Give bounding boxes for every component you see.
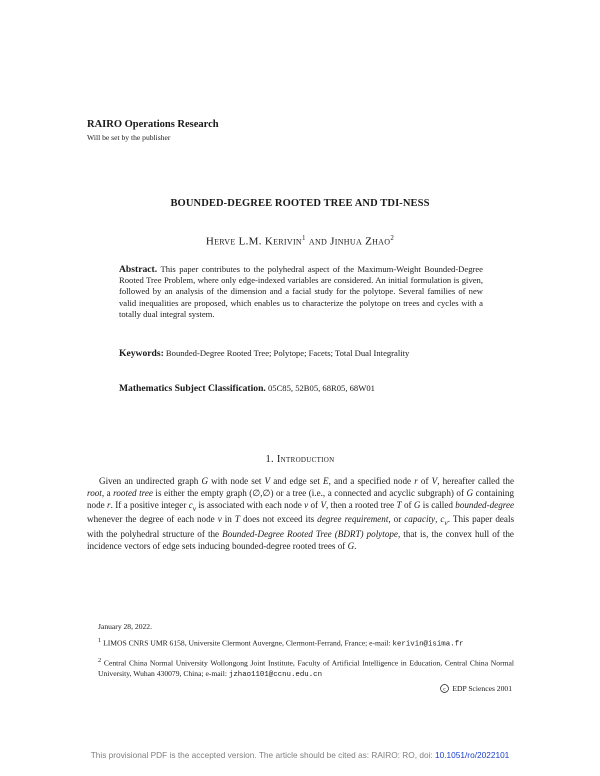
intro-text: with node set: [208, 476, 265, 486]
intro-text: in: [221, 514, 235, 525]
math-var: V: [264, 476, 271, 486]
term-bdrt-polytope: Bounded-Degree Rooted Tree (BDRT) polytope: [222, 528, 398, 539]
intro-paragraph: [87, 476, 514, 552]
math-subscript: v: [444, 518, 448, 528]
math-var: T: [396, 499, 402, 510]
term-degree-requirement: degree requirement: [317, 514, 389, 525]
intro-text: , or: [388, 514, 405, 525]
term-capacity: capacity: [404, 514, 436, 525]
intro-text: , hereafter called the: [437, 476, 515, 486]
math-var: r: [107, 499, 111, 510]
intro-text: is associated with each node: [196, 499, 305, 510]
math-var: c: [440, 514, 445, 525]
term-root: root: [87, 487, 102, 498]
math-var: G: [201, 476, 209, 486]
journal-title: RAIRO Operations Research: [87, 119, 219, 130]
author-connector: and: [308, 235, 328, 248]
math-var: c: [188, 499, 193, 510]
math-var: G: [413, 499, 421, 510]
copyright-icon: [440, 684, 449, 693]
intro-text: containing node: [87, 487, 514, 510]
footnote-1-text: LIMOS CNRS UMR 6158, Universite Clermont Auvergne, Clermont-Ferrand, France; e-mail:: [103, 638, 393, 648]
abstract-text: This paper contributes to the polyhedral aspect of the Maximum-Weight Bounded-Degree Rooted Tree Problem, where only edge-indexed variables are considered. An initial formulation is given, followed by an analysis of the dimension and a facial study for the polytope. Several families of new valid inequalities are proposed, which enables us to characterize the polytope on trees and cycles with a totally dual integral system.: [119, 264, 483, 319]
author-2: Jinhua Zhao: [330, 235, 391, 248]
math-var: G: [466, 487, 474, 498]
copyright-text: EDP Sciences 2001: [452, 684, 512, 693]
received-date: January 28, 2022.: [98, 622, 152, 631]
footnote-1-email[interactable]: kerivin@isima.fr: [392, 640, 464, 649]
math-var: r: [414, 476, 418, 486]
msc-text: 05C85, 52B05, 68R05, 68W01: [267, 383, 375, 393]
intro-text: , and a specified node: [328, 476, 415, 486]
msc-label: Mathematics Subject Classification.: [119, 383, 266, 394]
intro-text: is either the empty graph (∅,∅) or a tree (i.e., a connected and acyclic subgraph) of: [152, 487, 467, 498]
intro-text: , that is, the convex hull of the incidence vectors of edge sets inducing bounded-degree rooted trees of: [87, 528, 514, 551]
paper-title: BOUNDED-DEGREE ROOTED TREE AND TDI-NESS: [170, 198, 430, 209]
author-1: Herve L.M. Kerivin: [205, 235, 302, 248]
intro-text: , then a rooted tree: [326, 499, 397, 510]
intro-text: of: [401, 499, 414, 510]
term-rooted-tree: rooted tree: [113, 487, 153, 498]
banner-text: This provisional PDF is the accepted version. The article should be cited as: RAIRO: RO, doi:: [90, 750, 436, 760]
intro-text: .: [354, 540, 357, 551]
math-var: v: [304, 499, 309, 510]
author-1-mark: 1: [302, 234, 306, 242]
keywords-text: Bounded-Degree Rooted Tree; Polytope; Facets; Total Dual Integrality: [165, 348, 410, 358]
intro-text: . This paper deals with the polyhedral structure of the: [87, 514, 515, 539]
footnote-2: [98, 656, 514, 680]
footnote-2-mark: 2: [98, 657, 102, 664]
footnote-2-text: Central China Normal University Wollongong Joint Institute, Faculty of Artificial Intelligence in Education, Central China Normal University, Wuhan 430079, China; e-mail:: [98, 658, 514, 678]
keywords: [119, 348, 483, 359]
abstract: [119, 264, 483, 320]
intro-text: and edge set: [270, 476, 324, 486]
author-line: [0, 234, 600, 248]
intro-text: Given an undirected graph: [99, 476, 202, 486]
footnote-1-mark: 1: [98, 637, 102, 644]
keywords-label: Keywords:: [119, 348, 164, 359]
term-bounded-degree: bounded-degree: [455, 499, 515, 510]
math-var: E: [323, 476, 329, 486]
msc-classification: [119, 383, 483, 394]
copyright-line: [440, 684, 512, 693]
abstract-label: Abstract.: [119, 264, 158, 275]
intro-text: is called: [420, 499, 456, 510]
intro-text: , a: [101, 487, 114, 498]
intro-text: does not exceed its: [239, 514, 318, 525]
math-var: V: [431, 476, 438, 486]
footnote-2-email[interactable]: jzhao1101@ccnu.edu.cn: [228, 670, 323, 679]
intro-text: . If a positive integer: [110, 499, 189, 510]
publisher-note: Will be set by the publisher: [87, 133, 171, 142]
doi-link[interactable]: 10.1051/ro/2022101: [435, 750, 510, 760]
intro-text: of: [417, 476, 432, 486]
svg-text:c: c: [443, 686, 447, 693]
math-var: v: [217, 514, 222, 525]
author-2-mark: 2: [390, 234, 395, 242]
intro-text: ,: [435, 514, 441, 525]
math-var: V: [320, 499, 326, 510]
math-var: T: [234, 514, 240, 525]
footnote-1: [98, 636, 514, 650]
math-var: G: [347, 540, 355, 551]
math-subscript: v: [192, 503, 197, 513]
provisional-banner: [0, 750, 600, 760]
section-heading: 1. Introduction: [265, 454, 335, 465]
intro-text: whenever the degree of each node: [87, 514, 218, 525]
intro-text: of: [308, 499, 321, 510]
